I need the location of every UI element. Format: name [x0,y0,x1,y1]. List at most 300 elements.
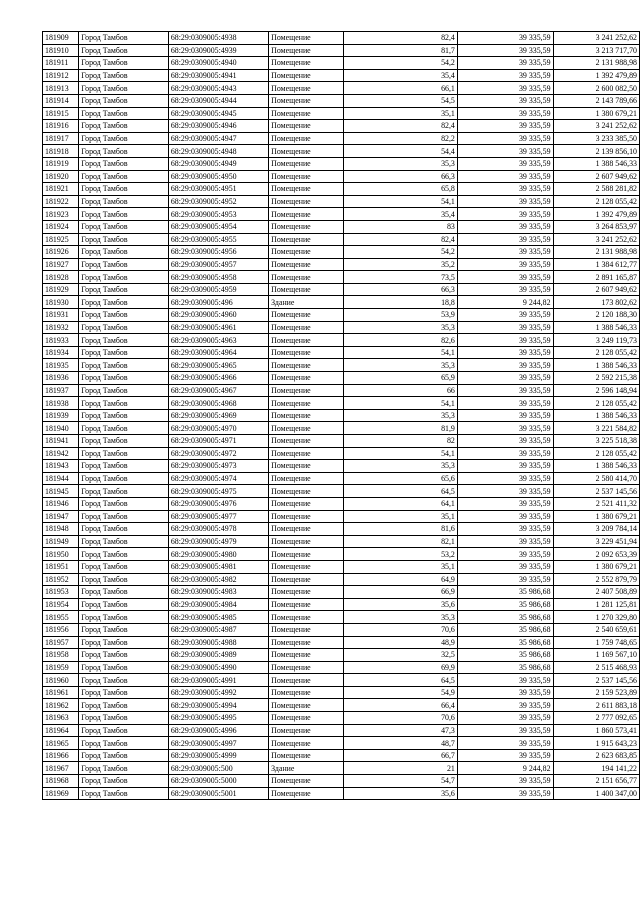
table-row [43,208,640,221]
area-cell: 21 [344,762,457,775]
area-cell: 82 [344,435,457,448]
city-cell: Город Тамбов [79,623,169,636]
record-number-cell: 181927 [43,258,79,271]
cadastral-value-cell: 1 388 546,33 [553,409,639,422]
object-type-cell: Помещение [269,309,344,322]
cadastral-value-cell: 2 120 188,30 [553,309,639,322]
record-number-cell: 181943 [43,460,79,473]
cadastral-value-cell: 2 131 988,98 [553,246,639,259]
record-number-cell: 181963 [43,712,79,725]
cadastral-number-cell: 68:29:0309005:4943 [168,82,268,95]
city-cell: Город Тамбов [79,82,169,95]
record-number-cell: 181935 [43,359,79,372]
table-row [43,32,640,45]
unit-value-cell: 39 335,59 [457,145,553,158]
city-cell: Город Тамбов [79,611,169,624]
object-type-cell: Помещение [269,435,344,448]
object-type-cell: Помещение [269,598,344,611]
table-row [43,220,640,233]
unit-value-cell: 39 335,59 [457,283,553,296]
cadastral-number-cell: 68:29:0309005:4981 [168,560,268,573]
table-row [43,447,640,460]
record-number-cell: 181950 [43,548,79,561]
cadastral-value-cell: 1 384 612,77 [553,258,639,271]
cadastral-value-cell: 3 229 451,94 [553,535,639,548]
object-type-cell: Помещение [269,132,344,145]
record-number-cell: 181937 [43,384,79,397]
object-type-cell: Помещение [269,321,344,334]
table-row [43,510,640,523]
city-cell: Город Тамбов [79,535,169,548]
area-cell: 82,2 [344,132,457,145]
unit-value-cell: 39 335,59 [457,712,553,725]
cadastral-number-cell: 68:29:0309005:4967 [168,384,268,397]
record-number-cell: 181909 [43,32,79,45]
cadastral-number-cell: 68:29:0309005:4968 [168,397,268,410]
record-number-cell: 181969 [43,787,79,800]
area-cell: 54,1 [344,447,457,460]
table-row [43,422,640,435]
area-cell: 66,3 [344,283,457,296]
city-cell: Город Тамбов [79,497,169,510]
record-number-cell: 181945 [43,485,79,498]
unit-value-cell: 9 244,82 [457,762,553,775]
unit-value-cell: 39 335,59 [457,321,553,334]
table-row [43,724,640,737]
object-type-cell: Помещение [269,145,344,158]
cadastral-value-cell: 1 915 643,23 [553,737,639,750]
record-number-cell: 181934 [43,346,79,359]
object-type-cell: Помещение [269,661,344,674]
object-type-cell: Помещение [269,271,344,284]
object-type-cell: Помещение [269,674,344,687]
cadastral-value-cell: 1 169 567,10 [553,649,639,662]
table-row [43,560,640,573]
unit-value-cell: 39 335,59 [457,372,553,385]
cadastral-value-cell: 2 611 883,18 [553,699,639,712]
area-cell: 35,3 [344,359,457,372]
table-row [43,737,640,750]
unit-value-cell: 39 335,59 [457,233,553,246]
cadastral-number-cell: 68:29:0309005:4987 [168,623,268,636]
city-cell: Город Тамбов [79,57,169,70]
area-cell: 47,3 [344,724,457,737]
cadastral-number-cell: 68:29:0309005:4984 [168,598,268,611]
cadastral-number-cell: 68:29:0309005:4940 [168,57,268,70]
city-cell: Город Тамбов [79,510,169,523]
city-cell: Город Тамбов [79,775,169,788]
area-cell: 66,3 [344,170,457,183]
object-type-cell: Помещение [269,560,344,573]
area-cell: 35,4 [344,69,457,82]
table-row [43,321,640,334]
record-number-cell: 181916 [43,120,79,133]
record-number-cell: 181966 [43,749,79,762]
area-cell: 54,9 [344,686,457,699]
area-cell: 82,4 [344,32,457,45]
cadastral-number-cell: 68:29:0309005:4970 [168,422,268,435]
record-number-cell: 181959 [43,661,79,674]
object-type-cell: Помещение [269,460,344,473]
cadastral-number-cell: 68:29:0309005:4955 [168,233,268,246]
table-row [43,435,640,448]
city-cell: Город Тамбов [79,422,169,435]
area-cell: 35,2 [344,258,457,271]
table-row [43,44,640,57]
city-cell: Город Тамбов [79,283,169,296]
area-cell: 81,7 [344,44,457,57]
object-type-cell: Помещение [269,409,344,422]
unit-value-cell: 39 335,59 [457,195,553,208]
table-row [43,120,640,133]
object-type-cell: Помещение [269,712,344,725]
cadastral-value-cell: 1 270 329,80 [553,611,639,624]
city-cell: Город Тамбов [79,762,169,775]
cadastral-number-cell: 68:29:0309005:4969 [168,409,268,422]
object-type-cell: Помещение [269,283,344,296]
cadastral-value-cell: 3 241 252,62 [553,233,639,246]
object-type-cell: Помещение [269,157,344,170]
unit-value-cell: 39 335,59 [457,57,553,70]
area-cell: 64,9 [344,573,457,586]
object-type-cell: Помещение [269,623,344,636]
city-cell: Город Тамбов [79,246,169,259]
record-number-cell: 181933 [43,334,79,347]
object-type-cell: Помещение [269,246,344,259]
record-number-cell: 181957 [43,636,79,649]
object-type-cell: Помещение [269,334,344,347]
city-cell: Город Тамбов [79,372,169,385]
cadastral-value-cell: 3 233 385,50 [553,132,639,145]
cadastral-number-cell: 68:29:0309005:4996 [168,724,268,737]
area-cell: 35,1 [344,107,457,120]
object-type-cell: Здание [269,762,344,775]
unit-value-cell: 39 335,59 [457,749,553,762]
unit-value-cell: 39 335,59 [457,107,553,120]
table-row [43,82,640,95]
city-cell: Город Тамбов [79,157,169,170]
area-cell: 35,1 [344,510,457,523]
table-row [43,674,640,687]
city-cell: Город Тамбов [79,674,169,687]
cadastral-value-cell: 2 159 523,89 [553,686,639,699]
cadastral-number-cell: 68:29:0309005:4949 [168,157,268,170]
unit-value-cell: 39 335,59 [457,220,553,233]
unit-value-cell: 39 335,59 [457,183,553,196]
cadastral-value-cell: 2 552 879,79 [553,573,639,586]
city-cell: Город Тамбов [79,120,169,133]
area-cell: 82,1 [344,535,457,548]
object-type-cell: Помещение [269,535,344,548]
cadastral-number-cell: 68:29:0309005:4946 [168,120,268,133]
object-type-cell: Помещение [269,195,344,208]
record-number-cell: 181925 [43,233,79,246]
area-cell: 54,4 [344,145,457,158]
area-cell: 70,6 [344,712,457,725]
city-cell: Город Тамбов [79,359,169,372]
table-row [43,233,640,246]
area-cell: 65,8 [344,183,457,196]
record-number-cell: 181928 [43,271,79,284]
cadastral-value-cell: 2 131 988,98 [553,57,639,70]
table-row [43,623,640,636]
cadastral-number-cell: 68:29:0309005:4985 [168,611,268,624]
area-cell: 66 [344,384,457,397]
cadastral-number-cell: 68:29:0309005:4976 [168,497,268,510]
record-number-cell: 181917 [43,132,79,145]
cadastral-value-cell: 2 537 145,56 [553,674,639,687]
record-number-cell: 181961 [43,686,79,699]
area-cell: 32,5 [344,649,457,662]
cadastral-value-cell: 2 540 659,61 [553,623,639,636]
cadastral-number-cell: 68:29:0309005:4956 [168,246,268,259]
cadastral-number-cell: 68:29:0309005:4961 [168,321,268,334]
unit-value-cell: 35 986,68 [457,623,553,636]
cadastral-number-cell: 68:29:0309005:496 [168,296,268,309]
cadastral-value-cell: 1 388 546,33 [553,157,639,170]
record-number-cell: 181958 [43,649,79,662]
area-cell: 35,3 [344,157,457,170]
area-cell: 54,2 [344,246,457,259]
object-type-cell: Помещение [269,107,344,120]
city-cell: Город Тамбов [79,686,169,699]
unit-value-cell: 39 335,59 [457,535,553,548]
record-number-cell: 181946 [43,497,79,510]
cadastral-number-cell: 68:29:0309005:4959 [168,283,268,296]
record-number-cell: 181921 [43,183,79,196]
cadastral-number-cell: 68:29:0309005:4947 [168,132,268,145]
record-number-cell: 181944 [43,472,79,485]
cadastral-value-cell: 2 607 949,62 [553,170,639,183]
city-cell: Город Тамбов [79,271,169,284]
table-row [43,775,640,788]
unit-value-cell: 39 335,59 [457,787,553,800]
unit-value-cell: 39 335,59 [457,44,553,57]
city-cell: Город Тамбов [79,435,169,448]
cadastral-value-cell: 3 209 784,14 [553,523,639,536]
cadastral-number-cell: 68:29:0309005:4945 [168,107,268,120]
area-cell: 54,2 [344,57,457,70]
record-number-cell: 181955 [43,611,79,624]
area-cell: 54,7 [344,775,457,788]
city-cell: Город Тамбов [79,384,169,397]
object-type-cell: Помещение [269,384,344,397]
object-type-cell: Помещение [269,208,344,221]
table-row [43,586,640,599]
cadastral-number-cell: 68:29:0309005:500 [168,762,268,775]
city-cell: Город Тамбов [79,220,169,233]
unit-value-cell: 39 335,59 [457,82,553,95]
record-number-cell: 181960 [43,674,79,687]
city-cell: Город Тамбов [79,321,169,334]
city-cell: Город Тамбов [79,636,169,649]
cadastral-number-cell: 68:29:0309005:4950 [168,170,268,183]
record-number-cell: 181922 [43,195,79,208]
unit-value-cell: 35 986,68 [457,636,553,649]
city-cell: Город Тамбов [79,649,169,662]
table-row [43,107,640,120]
unit-value-cell: 39 335,59 [457,435,553,448]
record-number-cell: 181910 [43,44,79,57]
record-number-cell: 181967 [43,762,79,775]
unit-value-cell: 39 335,59 [457,157,553,170]
object-type-cell: Помещение [269,447,344,460]
unit-value-cell: 39 335,59 [457,573,553,586]
cadastral-number-cell: 68:29:0309005:4999 [168,749,268,762]
table-row [43,485,640,498]
city-cell: Город Тамбов [79,409,169,422]
table-row [43,573,640,586]
unit-value-cell: 39 335,59 [457,309,553,322]
area-cell: 18,8 [344,296,457,309]
cadastral-value-cell: 2 592 215,38 [553,372,639,385]
unit-value-cell: 39 335,59 [457,132,553,145]
area-cell: 35,3 [344,460,457,473]
table-row [43,69,640,82]
area-cell: 66,7 [344,749,457,762]
record-number-cell: 181915 [43,107,79,120]
cadastral-number-cell: 68:29:0309005:4952 [168,195,268,208]
city-cell: Город Тамбов [79,132,169,145]
area-cell: 83 [344,220,457,233]
cadastral-number-cell: 68:29:0309005:4939 [168,44,268,57]
cadastral-number-cell: 68:29:0309005:4938 [168,32,268,45]
area-cell: 53,2 [344,548,457,561]
unit-value-cell: 39 335,59 [457,560,553,573]
unit-value-cell: 35 986,68 [457,661,553,674]
area-cell: 66,1 [344,82,457,95]
table-row [43,170,640,183]
table-row [43,384,640,397]
cadastral-value-cell: 1 759 748,65 [553,636,639,649]
area-cell: 64,5 [344,485,457,498]
cadastral-number-cell: 68:29:0309005:4964 [168,346,268,359]
cadastral-value-cell: 3 264 853,97 [553,220,639,233]
city-cell: Город Тамбов [79,447,169,460]
object-type-cell: Помещение [269,94,344,107]
record-number-cell: 181939 [43,409,79,422]
cadastral-number-cell: 68:29:0309005:4980 [168,548,268,561]
city-cell: Город Тамбов [79,309,169,322]
cadastral-number-cell: 68:29:0309005:4965 [168,359,268,372]
city-cell: Город Тамбов [79,107,169,120]
area-cell: 54,5 [344,94,457,107]
table-row [43,157,640,170]
record-number-cell: 181953 [43,586,79,599]
cadastral-number-cell: 68:29:0309005:4957 [168,258,268,271]
object-type-cell: Помещение [269,686,344,699]
cadastral-number-cell: 68:29:0309005:4960 [168,309,268,322]
unit-value-cell: 39 335,59 [457,485,553,498]
city-cell: Город Тамбов [79,32,169,45]
unit-value-cell: 39 335,59 [457,409,553,422]
city-cell: Город Тамбов [79,296,169,309]
area-cell: 64,5 [344,674,457,687]
unit-value-cell: 39 335,59 [457,775,553,788]
record-number-cell: 181926 [43,246,79,259]
object-type-cell: Помещение [269,497,344,510]
city-cell: Город Тамбов [79,397,169,410]
area-cell: 54,1 [344,397,457,410]
cadastral-value-cell: 2 600 082,50 [553,82,639,95]
cadastral-value-cell: 2 128 055,42 [553,346,639,359]
unit-value-cell: 39 335,59 [457,94,553,107]
record-number-cell: 181951 [43,560,79,573]
cadastral-value-cell: 2 580 414,70 [553,472,639,485]
object-type-cell: Помещение [269,472,344,485]
record-number-cell: 181938 [43,397,79,410]
unit-value-cell: 39 335,59 [457,271,553,284]
area-cell: 48,7 [344,737,457,750]
cadastral-value-cell: 2 128 055,42 [553,397,639,410]
object-type-cell: Помещение [269,372,344,385]
unit-value-cell: 35 986,68 [457,611,553,624]
object-type-cell: Помещение [269,82,344,95]
unit-value-cell: 39 335,59 [457,447,553,460]
record-number-cell: 181952 [43,573,79,586]
table-row [43,246,640,259]
object-type-cell: Помещение [269,611,344,624]
object-type-cell: Помещение [269,636,344,649]
city-cell: Город Тамбов [79,548,169,561]
area-cell: 54,1 [344,195,457,208]
record-number-cell: 181949 [43,535,79,548]
unit-value-cell: 39 335,59 [457,120,553,133]
cadastral-number-cell: 68:29:0309005:4963 [168,334,268,347]
cadastral-value-cell: 2 596 148,94 [553,384,639,397]
unit-value-cell: 39 335,59 [457,246,553,259]
city-cell: Город Тамбов [79,523,169,536]
unit-value-cell: 39 335,59 [457,170,553,183]
cadastral-number-cell: 68:29:0309005:4978 [168,523,268,536]
cadastral-value-cell: 2 891 165,87 [553,271,639,284]
city-cell: Город Тамбов [79,233,169,246]
object-type-cell: Помещение [269,422,344,435]
area-cell: 81,9 [344,422,457,435]
object-type-cell: Помещение [269,775,344,788]
object-type-cell: Помещение [269,32,344,45]
city-cell: Город Тамбов [79,560,169,573]
record-number-cell: 181965 [43,737,79,750]
object-type-cell: Помещение [269,649,344,662]
table-row [43,535,640,548]
area-cell: 65,9 [344,372,457,385]
object-type-cell: Помещение [269,699,344,712]
record-number-cell: 181924 [43,220,79,233]
area-cell: 65,6 [344,472,457,485]
table-row [43,195,640,208]
record-number-cell: 181923 [43,208,79,221]
object-type-cell: Помещение [269,170,344,183]
area-cell: 66,4 [344,699,457,712]
city-cell: Город Тамбов [79,749,169,762]
cadastral-value-cell: 1 380 679,21 [553,510,639,523]
cadastral-number-cell: 68:29:0309005:4988 [168,636,268,649]
cadastral-value-cell: 1 281 125,81 [553,598,639,611]
area-cell: 64,1 [344,497,457,510]
unit-value-cell: 39 335,59 [457,523,553,536]
record-number-cell: 181940 [43,422,79,435]
unit-value-cell: 39 335,59 [457,674,553,687]
cadastral-value-cell: 2 537 145,56 [553,485,639,498]
cadastral-value-cell: 2 777 092,65 [553,712,639,725]
unit-value-cell: 39 335,59 [457,460,553,473]
cadastral-value-cell: 3 249 119,73 [553,334,639,347]
city-cell: Город Тамбов [79,573,169,586]
unit-value-cell: 39 335,59 [457,422,553,435]
cadastral-number-cell: 68:29:0309005:4941 [168,69,268,82]
table-row [43,749,640,762]
